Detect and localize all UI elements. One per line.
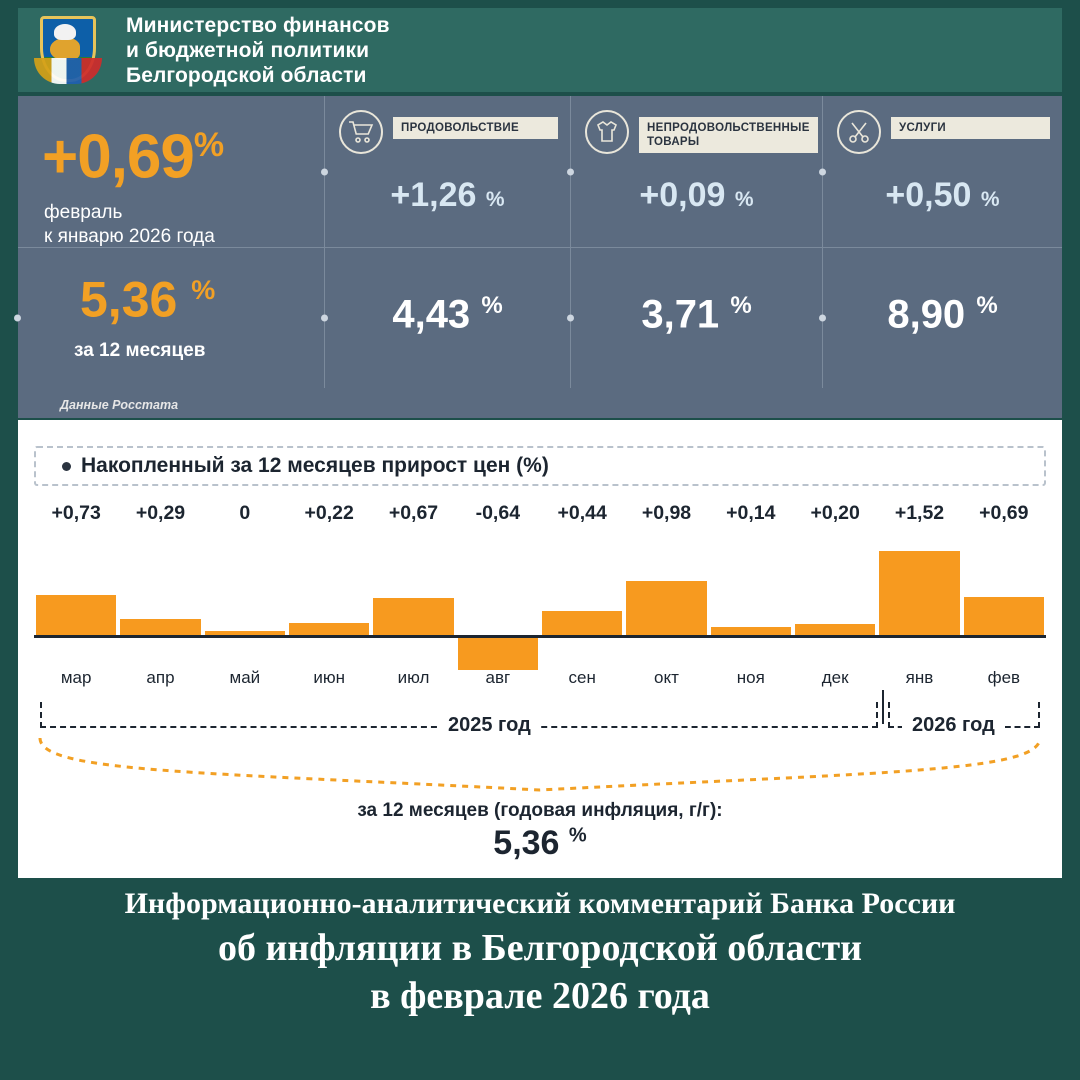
category-nonfood-annual-cell [571,248,823,388]
category-nonfood-annual-value: 3,71 % [641,292,752,337]
percent-sign: % [191,275,216,305]
bar-cell [793,548,877,668]
year-separator [882,690,884,724]
bar-cell [203,548,287,668]
chart-zero-axis [34,635,1046,638]
headline-monthly-cell [18,96,325,248]
bar-cell [709,548,793,668]
value-label: +0,73 [51,502,101,524]
category-services-monthly-cell [823,96,1062,248]
value-label: +0,69 [979,502,1029,524]
percent-sign: % [193,126,224,164]
chart-bar [626,581,706,635]
month-label: окт [654,668,679,687]
percent-sign: % [730,292,752,319]
footer-line-3: в феврале 2026 года [370,975,710,1017]
month-label: сен [568,668,596,687]
headline-annual-caption: за 12 месяцев [74,339,206,361]
connector-dot [14,315,21,322]
chart-legend [34,446,1046,486]
category-nonfood-monthly-value: +0,09 % [639,176,754,214]
month-label: дек [821,668,849,687]
chart-bar [964,597,1044,635]
connector-dot [567,168,574,175]
chart-bar [795,624,875,635]
value-label: +0,22 [304,502,354,524]
annual-inflation-value: 5,36 % [493,824,587,862]
chart-bar [36,595,116,635]
connector-dot [819,315,826,322]
footer-line-1: Информационно-аналитический комментарий Банка России [124,887,956,920]
coat-of-arms-icon [32,12,104,88]
headline-annual-value: 5,36 % [80,271,216,328]
month-label: ноя [736,668,765,687]
month-label: июл [397,668,430,687]
percent-sign: % [481,292,503,319]
category-services-monthly-value: +0,50 % [885,176,1000,214]
chart-title: Накопленный за 12 месяцев прирост цен (%) [81,454,549,477]
bar-cell [287,548,371,668]
header-bar [18,8,1062,92]
ministry-title-line-1: Министерство финансов [126,13,390,37]
chart-bars [34,548,1046,668]
percent-sign: % [980,188,1000,211]
percent-sign: % [485,188,505,211]
year-label-2025: 2025 год [438,714,541,737]
value-label: +0,44 [557,502,607,524]
annual-inflation-caption: за 12 месяцев (годовая инфляция, г/г): [357,800,723,821]
month-label: авг [485,668,511,687]
chart-bar [458,635,538,670]
price-growth-chart [18,420,1062,878]
bar-cell [540,548,624,668]
connector-dot [819,168,826,175]
legend-dot-icon [62,462,71,471]
percent-sign: % [568,824,587,847]
category-food-annual-value: 4,43 % [392,292,503,337]
category-food-annual-cell [325,248,571,388]
bar-cell [456,548,540,668]
chart-bar [879,551,959,635]
annual-period-brace [34,738,1046,798]
headline-annual-cell [18,248,325,388]
category-label-services: УСЛУГИ [891,117,1050,139]
value-label: +0,14 [726,502,776,524]
clothing-icon [585,110,629,154]
category-food-monthly-value: +1,26 % [390,176,505,214]
data-source-note: Данные Росстата [60,398,179,412]
value-label: +0,29 [135,502,186,524]
value-label: +0,20 [810,502,860,524]
value-label: +0,98 [641,502,692,524]
summary-panel [18,96,1062,418]
bar-cell [962,548,1046,668]
shopping-cart-icon [339,110,383,154]
value-label: -0,64 [475,502,521,524]
month-label: апр [146,668,175,687]
chart-bar [373,598,453,635]
category-food-monthly-cell [325,96,571,248]
headline-monthly-caption: февраль к январю 2026 года [44,201,215,247]
category-services-annual-cell [823,248,1062,388]
category-services-annual-value: 8,90 % [887,292,998,337]
category-nonfood-monthly-cell [571,96,823,248]
category-label-food: ПРОДОВОЛЬСТВИЕ [393,117,558,139]
chart-bar [289,623,369,635]
bar-cell [624,548,708,668]
footer-caption [0,880,1080,1080]
month-label: фев [987,668,1021,687]
scissors-icon [837,110,881,154]
year-label-2026: 2026 год [902,714,1005,737]
month-label: мар [60,668,92,687]
bar-cell [34,548,118,668]
value-label: +1,52 [894,502,945,524]
chart-bar [542,611,622,635]
connector-dot [321,168,328,175]
month-label: май [229,668,261,687]
ministry-title [126,13,390,88]
chart-month-labels [34,668,1046,688]
chart-bar [711,627,791,635]
percent-sign: % [976,292,998,319]
chart-bar [120,619,200,635]
month-label: июн [313,668,345,687]
percent-sign: % [734,188,754,211]
value-label: 0 [239,502,251,524]
headline-monthly-value: +0,69% [42,122,224,192]
ministry-title-line-3: Белгородской области [126,63,367,87]
bar-cell [877,548,961,668]
bar-cell [371,548,455,668]
ministry-title-line-2: и бюджетной политики [126,38,370,62]
connector-dot [321,315,328,322]
chart-value-labels [34,502,1046,525]
connector-dot [567,315,574,322]
value-label: +0,67 [388,502,439,524]
category-label-nonfood: НЕПРОДОВОЛЬСТВЕННЫЕ ТОВАРЫ [639,117,818,153]
footer-line-2: об инфляции в Белгородской области [217,927,863,969]
month-label: янв [905,668,934,687]
bar-cell [118,548,202,668]
